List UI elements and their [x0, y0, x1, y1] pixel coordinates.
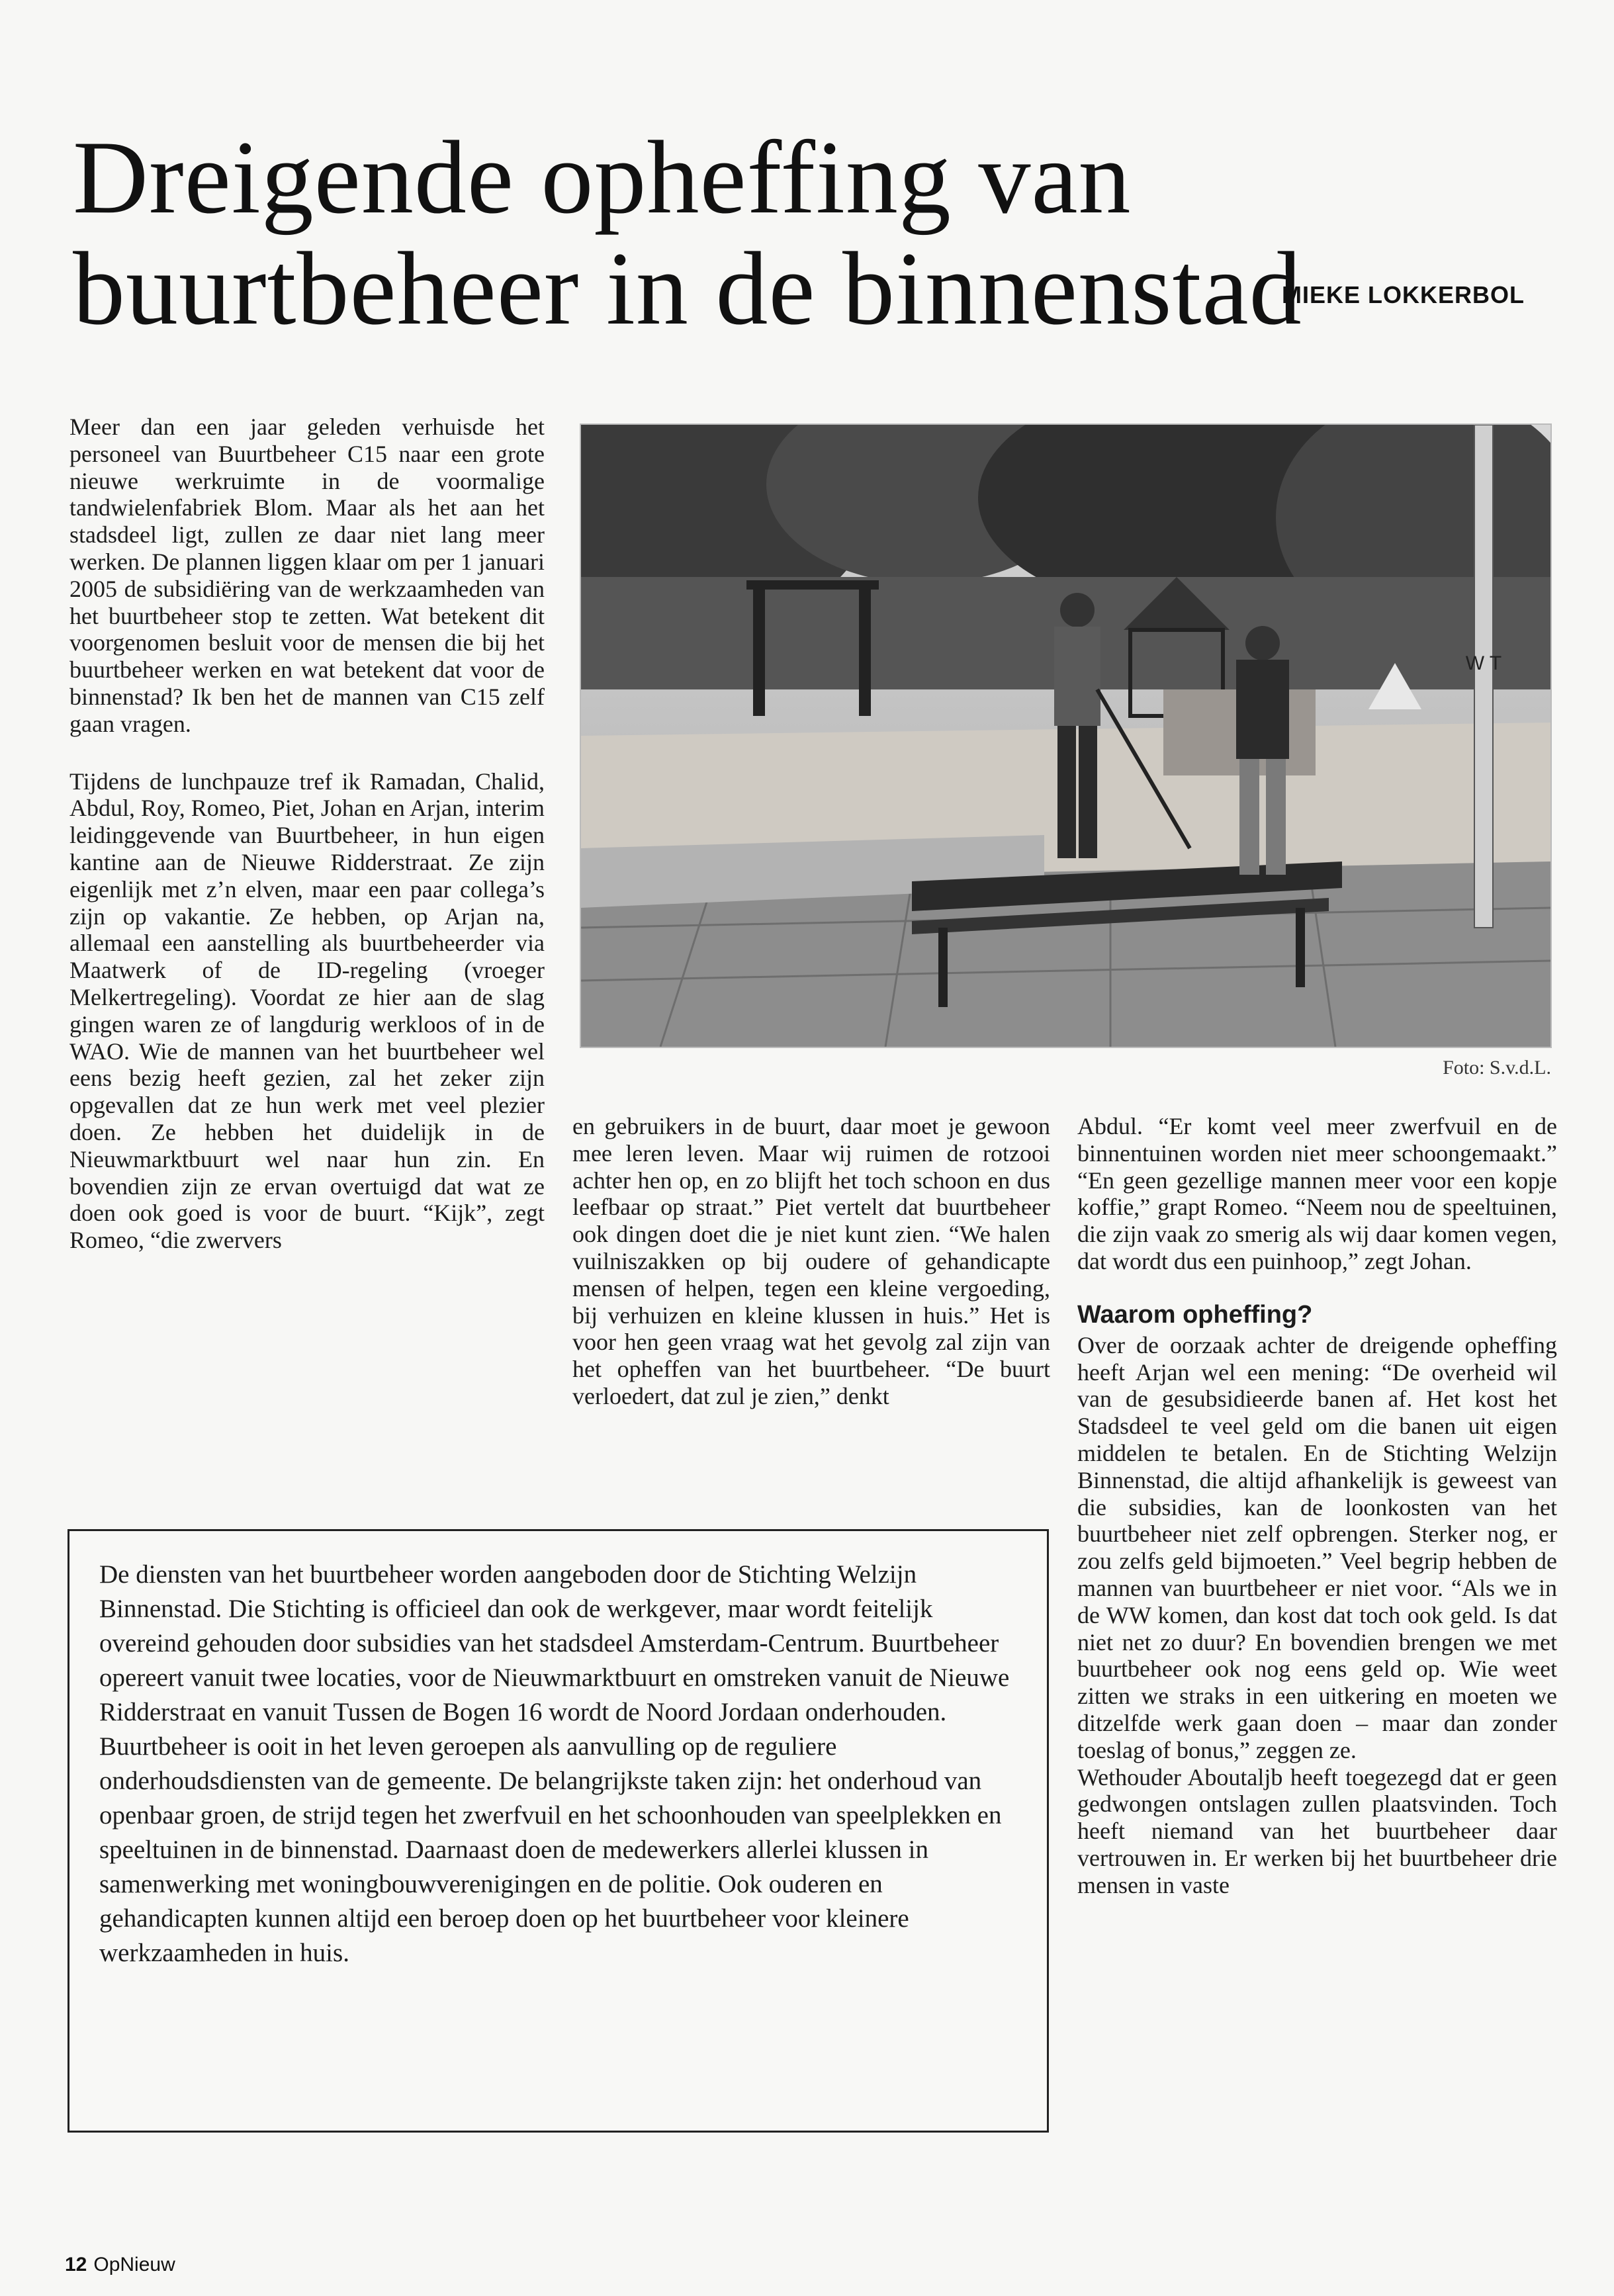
column-2 [572, 1113, 1050, 1410]
body-paragraph: Wethouder Aboutaljb heeft toegezegd dat er geen gedwongen ontslagen zullen plaatsvinden. Toch heeft niemand van het buurtbeheer daar vertrouwen in. Er werken bij het buurtbeheer drie mensen in vaste [1077, 1763, 1557, 1898]
photo-illustration [581, 425, 1550, 1047]
playground-photo [580, 423, 1552, 1048]
body-paragraph: en gebruikers in de buurt, daar moet je gewoon mee leren leven. Maar wij ruimen de rotzooi achter hen op, en zo blijft het toch schoon en dus leefbaar op straat.” Piet vertelt dat buurtbeheer ook dingen doet die je niet kunt zien. “We halen vuilniszakken op bij oudere of gehandicapte mensen of helpen, tegen een kleine vergoeding, bij verhuizen en kleine klussen in huis.” Het is voor hen geen vraag wat het gevolg zal zijn van het opheffen van het buurtbeheer. “De buurt verloedert, dat zul je zien,” denkt [572, 1113, 1050, 1409]
page-footer [65, 2254, 175, 2276]
magazine-name: OpNieuw [93, 2254, 175, 2275]
intro-paragraph: Meer dan een jaar geleden verhuisde het personeel van Buurtbeheer C15 naar een grote nieuwe werkruimte in de voormalige tandwielenfabriek Blom. Maar als het aan het stadsdeel ligt, zullen ze daar niet lang meer werken. De plannen liggen klaar om per 1 januari 2005 de subsidiëring van de werkzaamheden van het buurtbeheer stop te zetten. Wat betekent dit voorgenomen besluit voor de mensen die bij het buurtbeheer werken en wat betekent dat voor de binnenstad? Ik ben het de mannen van C15 zelf gaan vragen. [69, 414, 545, 737]
info-box [67, 1529, 1049, 2133]
section-heading: Waarom opheffing? [1077, 1300, 1313, 1329]
body-paragraph: Abdul. “Er komt veel meer zwerfvuil en de binnentuinen worden niet meer schoongemaakt.” “En geen gezellige mannen meer voor een kopje koffie,” grapt Romeo. “Neem nou de speeltuinen, die zijn vaak zo smerig als wij daar komen vegen, dat wordt dus een puinhoop,” zegt Johan. [1077, 1113, 1557, 1274]
column-1 [69, 414, 545, 1254]
page-number: 12 [65, 2254, 87, 2275]
body-paragraph: Over de oorzaak achter de dreigende opheffing heeft Arjan wel een mening: “De overheid wil van de gesubsidieerde banen af. Het kost het Stadsdeel te veel geld om die banen uit eigen middelen te betalen. En de Stichting Welzijn Binnenstad, die altijd afhankelijk is geweest van die subsidies, kan de loonkosten van het buurtbeheer niet zelf opbrengen. Sterker nog, er zou zelfs geld bijmoeten.” Veel begrip hebben de mannen van buurtbeheer er niet voor. “Als we in de WW komen, dan kost dat toch ook geld. Is dat niet net zo duur? En bovendien brengen we met buurtbeheer ook nog eens geld op. Wie weet zitten we straks in een uitkering en moeten we ditzelfde werk gaan doen – maar dan zonder toeslag of bonus,” zeggen ze. [1077, 1331, 1557, 1763]
info-box-paragraph: Buurtbeheer is ooit in het leven geroepen als aanvulling op de reguliere onderhoudsdiensten van de gemeente. De belangrijkste taken zijn: het onderhoud van openbaar groen, de strijd tegen het zwerfvuil en het schoonhouden van speelplekken en speeltuinen in de binnenstad. Daarnaast doen de medewerkers allerlei klussen in samenwerking met woningbouwverenigingen en de politie. Ook ouderen en gehandicapten kunnen altijd een beroep doen op het buurtbeheer voor kleinere werkzaamheden in huis. [99, 1732, 1002, 1967]
info-box-paragraph: De diensten van het buurtbeheer worden aangeboden door de Stichting Welzijn Binnenstad. Die Stichting is officieel dan ook de werkgever, maar wordt feitelijk overeind gehouden door subsidies van het stadsdeel Amsterdam-Centrum. Buurtbeheer opereert vanuit twee locaties, voor de Nieuwmarktbuurt en omstreken vanuit de Nieuwe Ridderstraat en vanuit Tussen de Bogen 16 wordt de Noord Jordaan onderhouden. [99, 1560, 1010, 1726]
article-title: Dreigende opheffing van buurtbeheer in de binnenstad [73, 120, 1302, 347]
photo-credit: Foto: S.v.d.L. [1443, 1057, 1551, 1079]
author-byline: MIEKE LOKKERBOL [1281, 281, 1525, 308]
post-sign-text: W T [1465, 652, 1502, 674]
body-paragraph: Tijdens de lunchpauze tref ik Ramadan, Chalid, Abdul, Roy, Romeo, Piet, Johan en Arjan, interim leidinggevende van Buurtbeheer, in hun eigen kantine aan de Nieuwe Ridderstraat. Ze zijn eigenlijk met z’n elven, maar een paar collega’s zijn op vakantie. Ze hebben, op Arjan na, allemaal een aanstelling als buurtbeheerder via Maatwerk of de ID-regeling (vroeger Melkertregeling). Voordat ze hier aan de slag gingen waren ze of langdurig werkloos of in de WAO. Wie de mannen van het buurtbeheer wel eens bezig heeft gezien, zal het zeker zijn opgevallen dat ze hun werk met veel plezier doen. Ze hebben het duidelijk in de Nieuwmarktbuurt wel naar hun zin. En bovendien zijn ze ervan overtuigd dat wat ze doen ook goed is voor de buurt. “Kijk”, zegt Romeo, “die zwervers [69, 768, 545, 1254]
column-3 [1077, 1113, 1557, 1899]
